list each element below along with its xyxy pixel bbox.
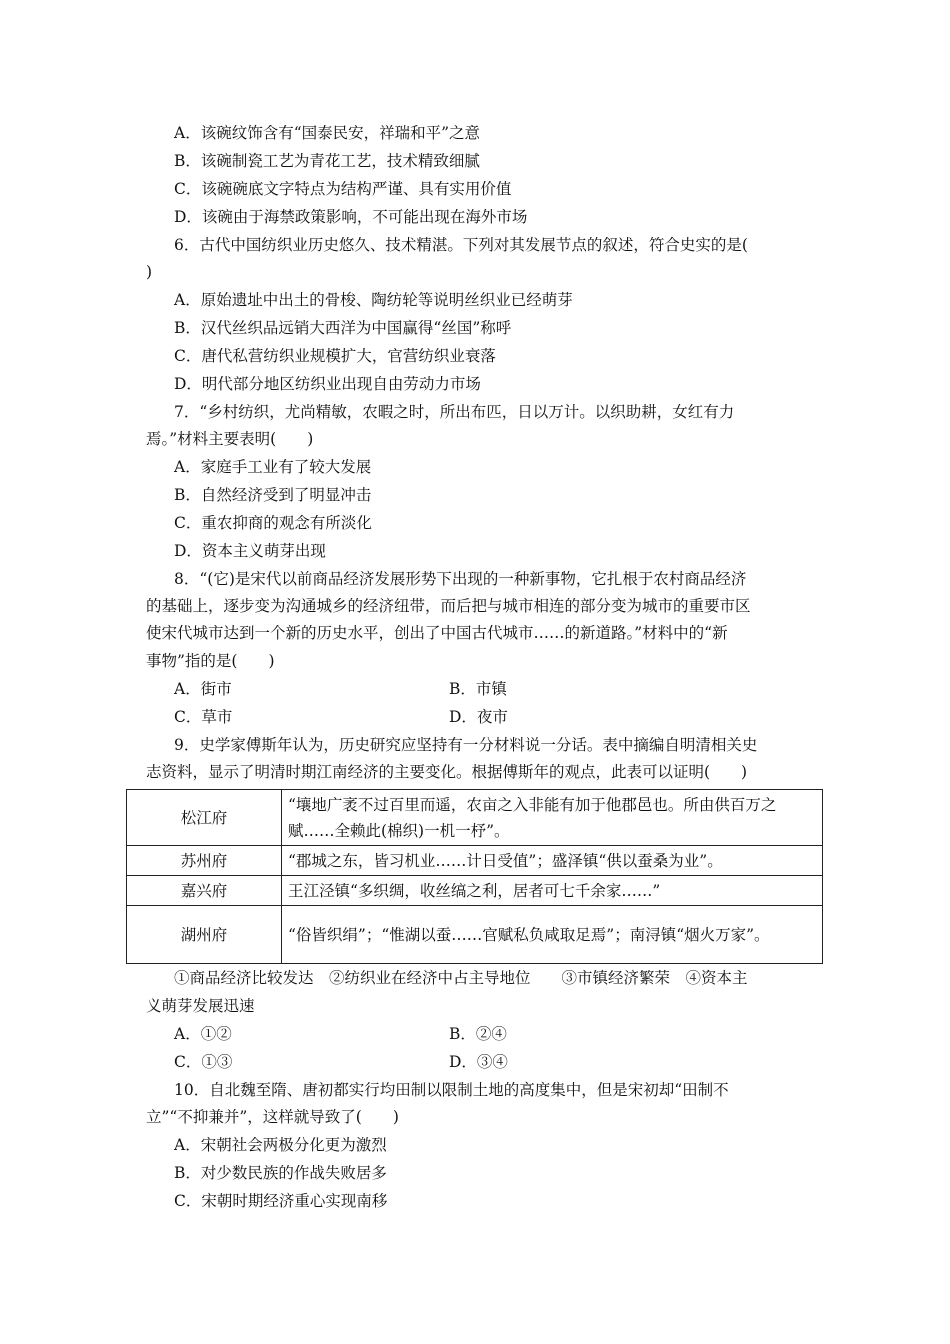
q9-option-b: B．②④	[449, 1025, 507, 1043]
table-quote: 王江泾镇“多织绸，收丝缟之利，居者可七千余家……”	[282, 876, 823, 906]
table-place: 松江府	[127, 790, 282, 846]
q6-option-a: A．原始遗址中出土的骨梭、陶纺轮等说明丝织业已经萌芽	[174, 291, 573, 309]
table-row	[127, 876, 823, 906]
q9-items: ①商品经济比较发达 ②纺织业在经济中占主导地位 ③市镇经济繁荣 ④资本主	[174, 969, 748, 987]
q8-stem-cont-3: 事物”指的是( )	[146, 652, 275, 670]
table-row	[127, 906, 823, 964]
q8-option-c: C．草市	[174, 708, 233, 726]
table-quote: “俗皆织绢”；“惟湖以蚕……官赋私负咸取足焉”；南浔镇“烟火万家”。	[282, 906, 823, 964]
q9-stem: 9．史学家傅斯年认为，历史研究应坚持有一分材料说一分话。表中摘编自明清相关史	[174, 736, 758, 754]
q5-option-c: C．该碗碗底文字特点为结构严谨、具有实用价值	[174, 180, 512, 198]
q10-option-c: C．宋朝时期经济重心实现南移	[174, 1192, 388, 1210]
q10-stem: 10．自北魏至隋、唐初都实行均田制以限制土地的高度集中，但是宋初却“田制不	[174, 1081, 729, 1099]
q8-option-a: A．街市	[174, 680, 232, 698]
q9-option-a: A．①②	[174, 1025, 232, 1043]
q7-option-b: B．自然经济受到了明显冲击	[174, 486, 372, 504]
table-row	[127, 846, 823, 876]
q9-option-c: C．①③	[174, 1053, 233, 1071]
table-row	[127, 790, 823, 846]
q8-stem: 8．“(它)是宋代以前商品经济发展形势下出现的一种新事物，它扎根于农村商品经济	[174, 570, 747, 588]
q7-option-a: A．家庭手工业有了较大发展	[174, 458, 372, 476]
q8-stem-cont-1: 的基础上，逐步变为沟通城乡的经济纽带，而后把与城市相连的部分变为城市的重要市区	[146, 597, 751, 615]
q10-option-a: A．宋朝社会两极分化更为激烈	[174, 1136, 387, 1154]
table-place: 苏州府	[127, 846, 282, 876]
q8-option-b: B．市镇	[449, 680, 507, 698]
q6-option-c: C．唐代私营纺织业规模扩大，官营纺织业衰落	[174, 347, 496, 365]
q7-stem-cont: 焉。”材料主要表明( )	[146, 430, 314, 448]
q7-option-c: C．重农抑商的观念有所淡化	[174, 514, 372, 532]
q9-option-d: D．③④	[449, 1053, 508, 1071]
q6-option-d: D．明代部分地区纺织业出现自由劳动力市场	[174, 375, 481, 393]
q10-stem-cont: 立”“不抑兼并”，这样就导致了( )	[146, 1108, 399, 1126]
q6-stem-cont: )	[146, 263, 153, 281]
q8-stem-cont-2: 使宋代城市达到一个新的历史水平，创出了中国古代城市……的新道路。”材料中的“新	[146, 624, 728, 642]
q9-items-cont: 义萌芽发展迅速	[146, 997, 255, 1015]
q5-option-b: B．该碗制瓷工艺为青花工艺，技术精致细腻	[174, 152, 480, 170]
q9-table	[126, 789, 823, 964]
q9-stem-cont: 志资料，显示了明清时期江南经济的主要变化。根据傅斯年的观点，此表可以证明( )	[146, 763, 748, 781]
table-place: 嘉兴府	[127, 876, 282, 906]
q7-option-d: D．资本主义萌芽出现	[174, 542, 326, 560]
table-place: 湖州府	[127, 906, 282, 964]
q5-option-a: A．该碗纹饰含有“国泰民安，祥瑞和平”之意	[174, 124, 481, 142]
q8-option-d: D．夜市	[449, 708, 508, 726]
table-quote: “郡城之东，皆习机业……计日受值”；盛泽镇“供以蚕桑为业”。	[282, 846, 823, 876]
q10-option-b: B．对少数民族的作战失败居多	[174, 1164, 387, 1182]
q7-stem: 7．“乡村纺织，尤尚精敏，农暇之时，所出布匹，日以万计。以织助耕，女红有力	[174, 403, 735, 421]
table-quote: “壤地广袤不过百里而遥，农亩之入非能有加于他郡邑也。所由供百万之赋……全赖此(棉织)一机一杼”。	[282, 790, 823, 846]
q6-stem: 6．古代中国纺织业历史悠久、技术精湛。下列对其发展节点的叙述，符合史实的是(	[174, 236, 748, 254]
q6-option-b: B．汉代丝织品远销大西洋为中国赢得“丝国”称呼	[174, 319, 512, 337]
q5-option-d: D．该碗由于海禁政策影响，不可能出现在海外市场	[174, 208, 528, 226]
